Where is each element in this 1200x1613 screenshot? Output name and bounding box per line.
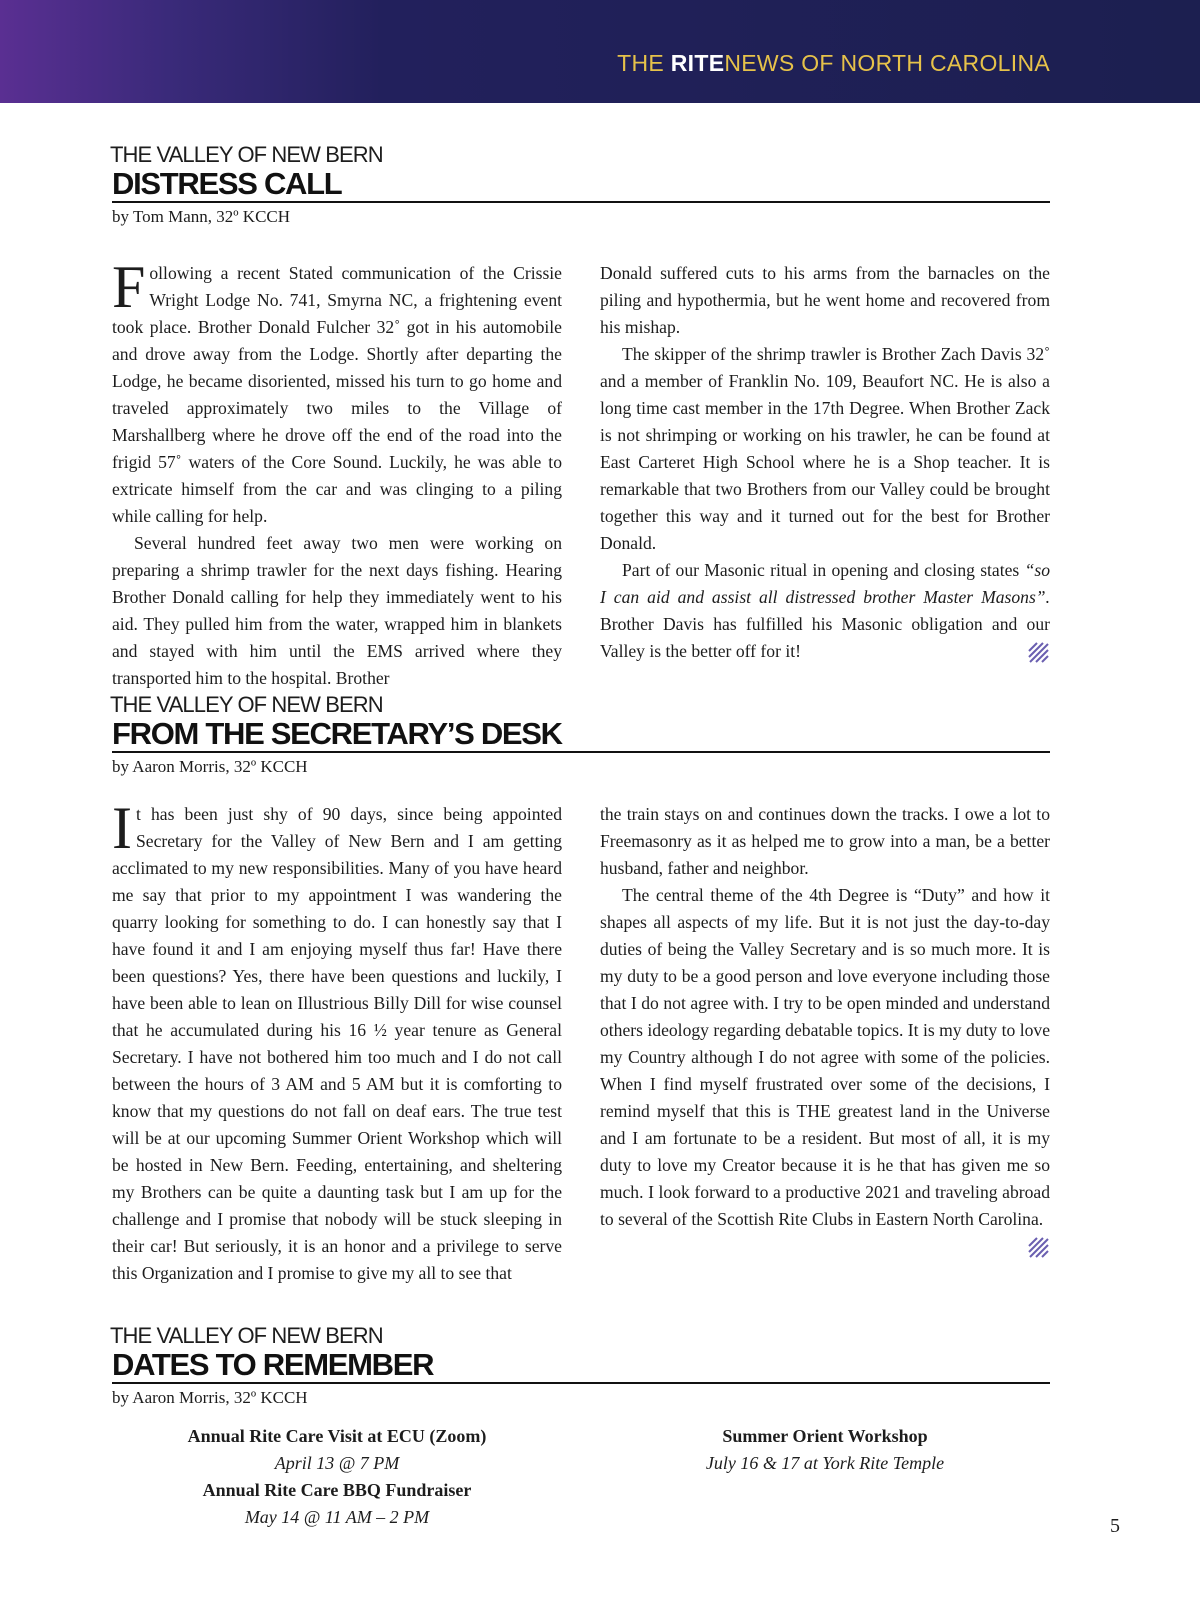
article-distress-call-header <box>112 143 1050 228</box>
article-byline: by Aaron Morris, 32º KCCH <box>112 1388 308 1407</box>
article-kicker: THE VALLEY OF NEW BERN <box>110 1323 383 1348</box>
event-name: Annual Rite Care BBQ Fundraiser <box>202 1480 472 1500</box>
dates-column-left <box>112 1423 562 1531</box>
article-dates-header <box>112 1324 1050 1409</box>
event-name: Annual Rite Care Visit at ECU (Zoom) <box>187 1426 487 1446</box>
event-date: July 16 & 17 at York Rite Temple <box>705 1453 945 1473</box>
article-headline: FROM THE SECRETARY’S DESK <box>112 717 1050 753</box>
article-byline: by Tom Mann, 32º KCCH <box>112 207 291 226</box>
article-paragraph: Following a recent Stated communication of the Crissie Wright Lodge No. 741, Smyrna NC, a frightening event took place. Brother Donald Fulcher 32˚ got in his automobile and drove away from the Lodge. Shortly after departing the Lodge, he became disoriented, missed his turn to go home and traveled approximately two miles to the Village of Marshallberg where he drove off the end of the road into the frigid 57˚ waters of the Core Sound. Luckily, he was able to extricate himself from the car and was clinging to a piling while calling for help. <box>112 254 562 526</box>
rite-logo-icon <box>1006 642 1050 672</box>
drop-cap: I <box>112 795 132 861</box>
header-banner <box>0 0 1200 103</box>
drop-cap: F <box>112 254 146 320</box>
article-column-left <box>112 254 562 692</box>
article-headline: DATES TO REMEMBER <box>112 1348 1050 1384</box>
rite-logo-icon <box>1006 1237 1050 1267</box>
article-paragraph: Several hundred feet away two men were working on preparing a shrimp trawler for the next days fishing. Hearing Brother Donald calling for help they immediately went to his aid. They pulled him from the water, wrapped him in blankets and stayed with him until the EMS arrived where they transported him to the hospital. Brother <box>112 533 562 688</box>
article-paragraph: It has been just shy of 90 days, since being appointed Secretary for the Valley of New Bern and I am getting acclimated to my new responsibilities. Many of you have heard me say that prior to my appointment I was wandering the quarry looking for something to do. I can honestly say that I have found it and I am enjoying myself thus far! Have there been questions? Yes, there have been questions and luckily, I have been able to lean on Illustrious Billy Dill for wise counsel that he accumulated during his 16 ½ year tenure as General Secretary. I have not bothered him too much and I do not call between the hours of 3 AM and 5 AM but it is comforting to know that my questions do not fall on deaf ears. The true test will be at our upcoming Summer Orient Workshop which will be hosted in New Bern. Feeding, entertaining, and sheltering my Brothers can be quite a daunting task but I am up for the challenge and I promise that nobody will be stuck sleeping in their car! But seriously, it is an honor and a privilege to serve this Organization and I promise to give my all to see that <box>112 795 562 1283</box>
page-number: 5 <box>1110 1515 1120 1537</box>
article-column-right <box>600 260 1050 672</box>
publication-title: THE RITENEWS OF NORTH CAROLINA <box>617 50 1050 76</box>
article-secretary-desk-header <box>112 693 1050 778</box>
article-paragraph: the train stays on and continues down the tracks. I owe a lot to Freemasonry as it as helped me to grow into a man, be a better husband, father and neighbor. <box>600 804 1050 878</box>
dates-column-right <box>600 1423 1050 1477</box>
article-kicker: THE VALLEY OF NEW BERN <box>110 142 383 167</box>
article-paragraph: Part of our Masonic ritual in opening and closing states “so I can aid and assist all distressed brother Master Masons”. Brother Davis has fulfilled his Masonic obligation and our Valley is the better off for it! <box>600 557 1050 665</box>
article-byline: by Aaron Morris, 32º KCCH <box>112 757 308 776</box>
event-date: May 14 @ 11 AM – 2 PM <box>244 1507 430 1527</box>
event-name: Summer Orient Workshop <box>722 1426 928 1446</box>
article-paragraph: The skipper of the shrimp trawler is Brother Zach Davis 32˚ and a member of Franklin No. 109, Beaufort NC. He is also a long time cast member in the 17th Degree. When Brother Zack is not shrimping or working on his trawler, he can be found at East Carteret High School where he is a Shop teacher. It is remarkable that two Brothers from our Valley could be brought together this way and it turned out for the best for Brother Donald. <box>600 344 1050 553</box>
article-headline: DISTRESS CALL <box>112 167 1050 203</box>
article-column-left <box>112 795 562 1287</box>
article-paragraph: The central theme of the 4th Degree is “Duty” and how it shapes all aspects of my life. But it is not just the day-to-day duties of being the Valley Secretary and is so much more. It is my duty to be a good person and love everyone including those that I do not agree with. I try to be open minded and understand others ideology regarding debatable topics. It is my duty to love my Country although I do not agree with some of the policies. When I find myself frustrated over some of the decisions, I remind myself that this is THE greatest land in the Universe and I am fortunate to be a resident. But most of all, it is my duty to love my Creator because it is he that has given me so much. I look forward to a productive 2021 and traveling abroad to several of the Scottish Rite Clubs in Eastern North Carolina. <box>600 882 1050 1233</box>
article-paragraph: Donald suffered cuts to his arms from the barnacles on the piling and hypothermia, but he went home and recovered from his mishap. <box>600 263 1050 337</box>
event-date: April 13 @ 7 PM <box>274 1453 400 1473</box>
article-kicker: THE VALLEY OF NEW BERN <box>110 692 383 717</box>
article-column-right <box>600 801 1050 1267</box>
